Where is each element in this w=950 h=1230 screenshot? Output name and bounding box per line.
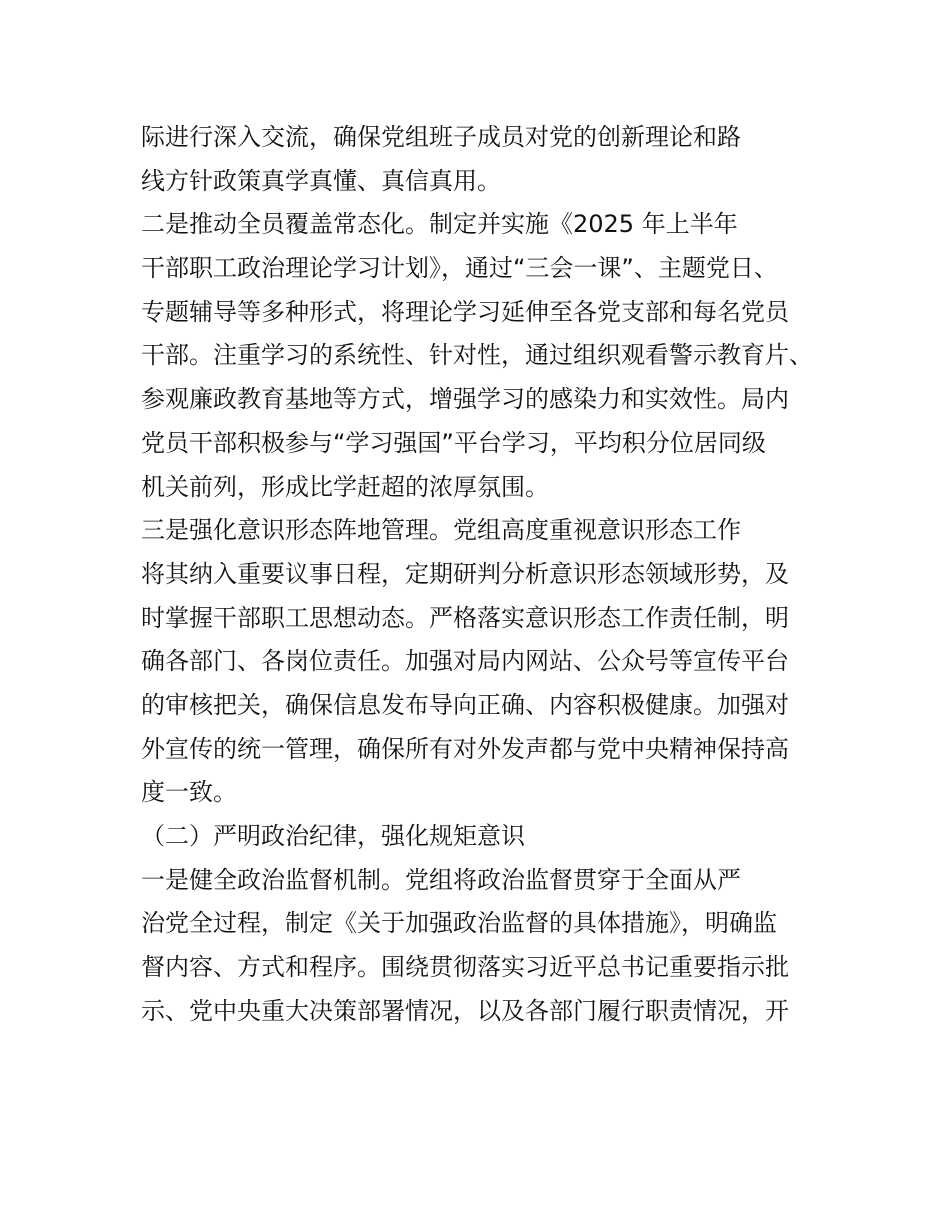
text-line: 机关前列，形成比学赶超的浓厚氛围。 — [141, 472, 549, 501]
text-line: 干部职工政治理论学习计划》，通过“三会一课”、主题党日、 — [141, 254, 778, 283]
text-line: 时掌握干部职工思想动态。严格落实意识形态工作责任制，明 — [141, 603, 789, 632]
text-line: 外宣传的统一管理，确保所有对外发声都与党中央精神保持高 — [141, 734, 789, 763]
text-line: 示、党中央重大决策部署情况，以及各部门履行职责情况，开 — [141, 996, 789, 1025]
text-line: 一是健全政治监督机制。党组将政治监督贯穿于全面从严 — [141, 865, 741, 894]
text-line: 党员干部积极参与“学习强国”平台学习，平均积分位居同级 — [141, 428, 766, 457]
text-line: 确各部门、各岗位责任。加强对局内网站、公众号等宣传平台 — [141, 647, 789, 676]
text-line: 将其纳入重要议事日程，定期研判分析意识形态领域形势，及 — [141, 559, 789, 588]
text-line: 度一致。 — [141, 778, 237, 807]
text-line: 线方针政策真学真懂、真信真用。 — [141, 166, 501, 195]
text-line: 三是强化意识形态阵地管理。党组高度重视意识形态工作 — [141, 516, 741, 545]
text-line: 治党全过程，制定《关于加强政治监督的具体措施》，明确监 — [141, 909, 777, 938]
text-line: 际进行深入交流，确保党组班子成员对党的创新理论和路 — [141, 123, 741, 151]
text-line: 参观廉政教育基地等方式，增强学习的感染力和实效性。局内 — [141, 385, 789, 414]
text-line: 干部。注重学习的系统性、针对性，通过组织观看警示教育片、 — [141, 341, 813, 370]
text-line: 的审核把关，确保信息发布导向正确、内容积极健康。加强对 — [141, 690, 789, 719]
text-line: 督内容、方式和程序。围绕贯彻落实习近平总书记重要指示批 — [141, 953, 789, 982]
section-heading: （二）严明政治纪律，强化规矩意识 — [141, 822, 525, 850]
document-body — [141, 116, 813, 1033]
text-line: 专题辅导等多种形式，将理论学习延伸至各党支部和每名党员 — [141, 297, 789, 326]
text-line: 二是推动全员覆盖常态化。制定并实施《2025 年上半年 — [141, 210, 738, 239]
